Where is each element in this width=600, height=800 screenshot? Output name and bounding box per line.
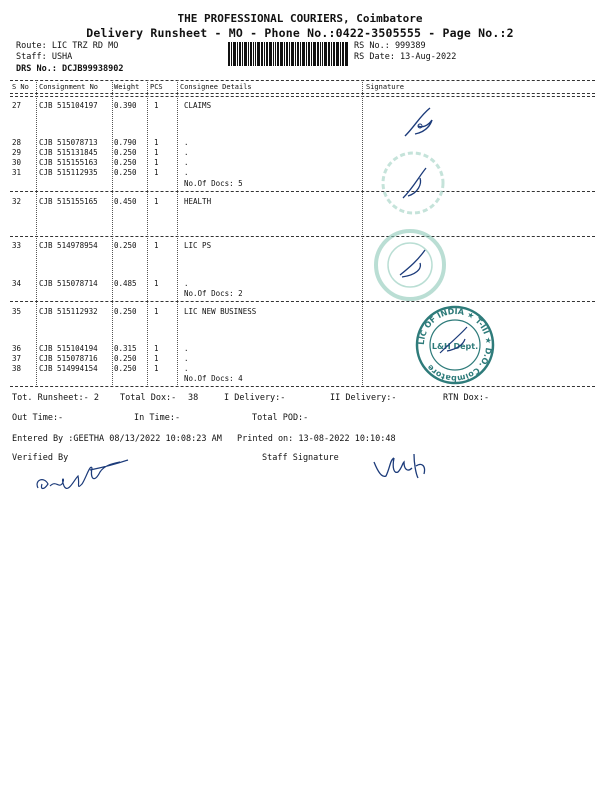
company-title: THE PROFESSIONAL COURIERS, Coimbatore: [177, 12, 423, 25]
row-pcs: 1: [154, 197, 159, 206]
col-header-sno: S No: [12, 83, 29, 91]
row-sno: 29: [12, 148, 22, 157]
in-time: In Time:-: [134, 413, 181, 423]
stamp-center-text: L&H Dept.: [431, 342, 479, 351]
row-sno: 32: [12, 197, 22, 206]
i-delivery: I Delivery:-: [224, 393, 286, 403]
row-details: HEALTH: [184, 197, 212, 206]
total-dox-label: Total Dox:-: [120, 393, 177, 403]
row-details: .: [184, 158, 189, 167]
col-header-consignment: Consignment No: [39, 83, 99, 91]
row-consignment: CJB 515155165: [39, 197, 98, 206]
group-rule: [10, 301, 595, 302]
table-top-rule: [10, 80, 595, 81]
row-consignment: CJB 515078713: [39, 138, 98, 147]
verified-by-label: Verified By: [12, 453, 69, 463]
row-details: .: [184, 168, 189, 177]
docs-count-note: No.Of Docs: 2: [184, 289, 243, 298]
row-weight: 0.250: [114, 354, 137, 363]
faded-stamp: [378, 148, 448, 218]
row-sno: 38: [12, 364, 22, 373]
row-consignment: CJB 515155163: [39, 158, 98, 167]
row-weight: 0.315: [114, 344, 137, 353]
row-weight: 0.250: [114, 158, 137, 167]
row-weight: 0.250: [114, 241, 137, 250]
row-pcs: 1: [154, 354, 159, 363]
staff-label: Staff: USHA: [16, 52, 73, 62]
row-consignment: CJB 515104194: [39, 344, 98, 353]
printed-on: Printed on: 13-08-2022 10:10:48: [237, 434, 396, 444]
tot-runsheet: Tot. Runsheet:- 2: [12, 393, 99, 403]
row-details: .: [184, 279, 189, 288]
row-sno: 33: [12, 241, 22, 250]
row-pcs: 1: [154, 279, 159, 288]
stamp-ring-text: LIC OF INDIA ★ T-III ★ D.O. Coimbatore: [416, 306, 494, 384]
row-consignment: CJB 515078716: [39, 354, 98, 363]
row-consignment: CJB 515131845: [39, 148, 98, 157]
row-weight: 0.250: [114, 168, 137, 177]
row-details: .: [184, 354, 189, 363]
route-label: Route: LIC TRZ RD MO: [16, 41, 119, 51]
row-pcs: 1: [154, 168, 159, 177]
total-pod: Total POD:-: [252, 413, 309, 423]
row-pcs: 1: [154, 101, 159, 110]
row-details: .: [184, 344, 189, 353]
table-header-rule-2: [10, 96, 595, 97]
staff-signature-label: Staff Signature: [262, 453, 339, 463]
row-consignment: CJB 515078714: [39, 279, 98, 288]
row-consignment: CJB 515112935: [39, 168, 98, 177]
row-weight: 0.390: [114, 101, 137, 110]
drs-number: DRS No.: DCJB99938902: [16, 64, 124, 74]
column-divider: [36, 80, 37, 385]
row-weight: 0.790: [114, 138, 137, 147]
row-pcs: 1: [154, 307, 159, 316]
rtn-dox: RTN Dox:-: [443, 393, 490, 403]
row-pcs: 1: [154, 148, 159, 157]
row-sno: 31: [12, 168, 22, 177]
row-sno: 28: [12, 138, 22, 147]
row-consignment: CJB 515112932: [39, 307, 98, 316]
barcode-image: [228, 42, 348, 66]
col-header-signature: Signature: [366, 83, 404, 91]
table-bottom-rule: [10, 386, 595, 387]
rs-number: RS No.: 999389: [354, 41, 426, 51]
row-pcs: 1: [154, 344, 159, 353]
row-details: .: [184, 148, 189, 157]
row-sno: 27: [12, 101, 22, 110]
col-header-consignee: Consignee Details: [180, 83, 252, 91]
row-weight: 0.250: [114, 364, 137, 373]
ii-delivery: II Delivery:-: [330, 393, 397, 403]
row-sno: 37: [12, 354, 22, 363]
row-pcs: 1: [154, 138, 159, 147]
row-weight: 0.250: [114, 148, 137, 157]
column-divider: [362, 80, 363, 385]
entered-by: Entered By :GEETHA 08/13/2022 10:08:23 AM: [12, 434, 222, 444]
runsheet-title: Delivery Runsheet - MO - Phone No.:0422-3505555 - Page No.:2: [86, 26, 514, 40]
row-weight: 0.250: [114, 307, 137, 316]
table-header-rule: [10, 93, 595, 94]
docs-count-note: No.Of Docs: 5: [184, 179, 243, 188]
row-details: LIC NEW BUSINESS: [184, 307, 257, 316]
row-pcs: 1: [154, 158, 159, 167]
row-consignment: CJB 515104197: [39, 101, 98, 110]
total-dox-value: 38: [188, 393, 199, 403]
row-details: CLAIMS: [184, 101, 212, 110]
row-sno: 30: [12, 158, 22, 167]
column-divider: [112, 80, 113, 385]
row-pcs: 1: [154, 364, 159, 373]
faded-stamp: [370, 225, 450, 305]
col-header-pcs: PCS: [150, 83, 163, 91]
staff-signature: [368, 448, 438, 488]
group-rule: [10, 236, 595, 237]
lic-stamp: [405, 305, 505, 385]
signature-scribble: [370, 96, 460, 156]
row-consignment: CJB 514978954: [39, 241, 98, 250]
docs-count-note: No.Of Docs: 4: [184, 374, 243, 383]
verifier-signature: [30, 450, 140, 500]
group-rule: [10, 191, 595, 192]
column-divider: [177, 80, 178, 385]
row-weight: 0.485: [114, 279, 137, 288]
out-time: Out Time:-: [12, 413, 64, 423]
row-details: .: [184, 138, 189, 147]
row-weight: 0.450: [114, 197, 137, 206]
row-consignment: CJB 514994154: [39, 364, 98, 373]
col-header-weight: Weight: [114, 83, 140, 91]
column-divider: [147, 80, 148, 385]
row-pcs: 1: [154, 241, 159, 250]
row-sno: 34: [12, 279, 22, 288]
row-details: .: [184, 364, 189, 373]
rs-date: RS Date: 13-Aug-2022: [354, 52, 457, 62]
row-details: LIC PS: [184, 241, 212, 250]
row-sno: 35: [12, 307, 22, 316]
row-sno: 36: [12, 344, 22, 353]
